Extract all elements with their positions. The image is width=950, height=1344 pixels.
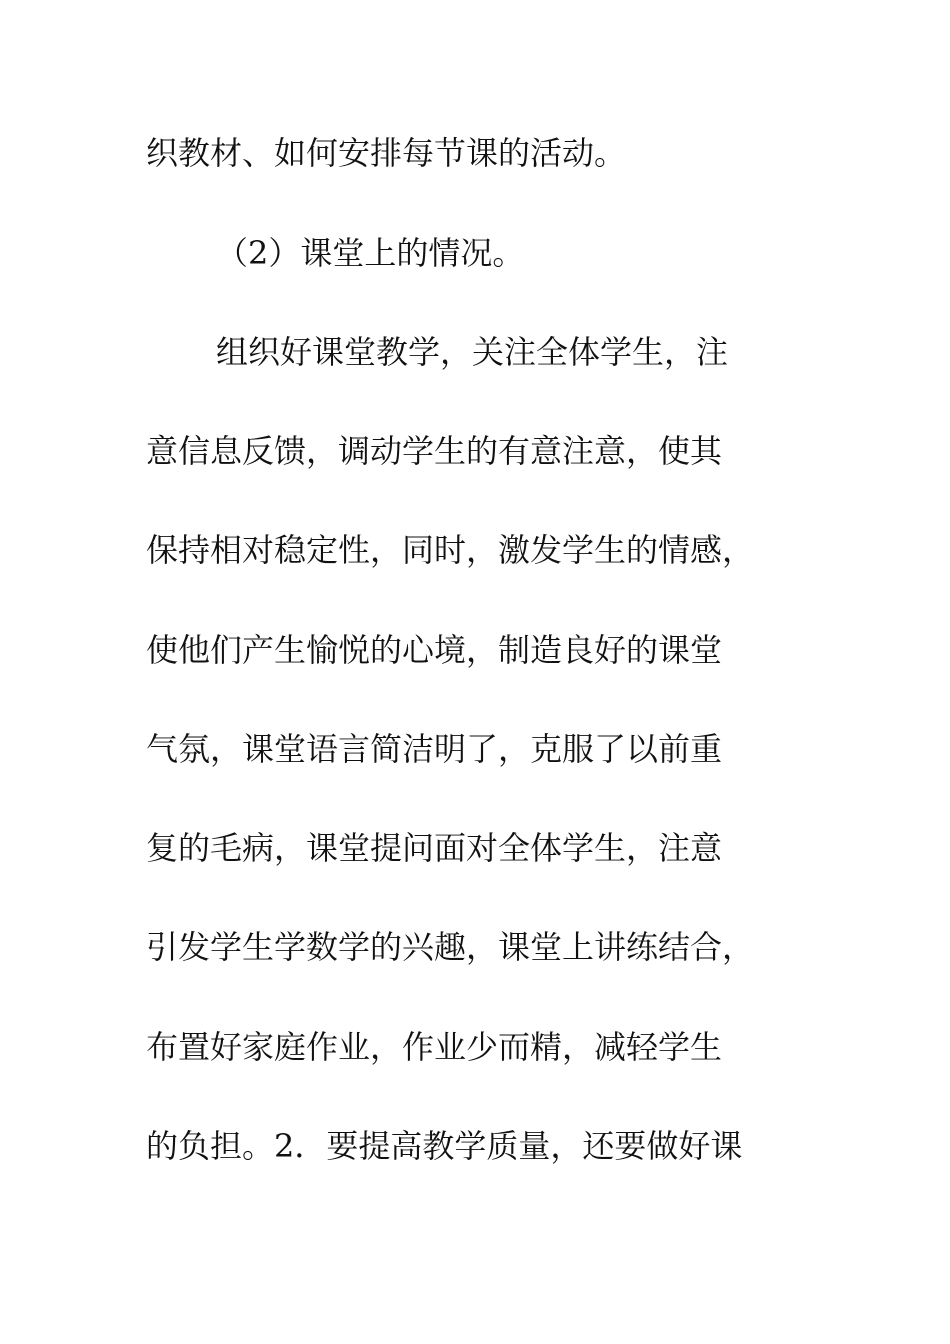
text-line-2: （2）课堂上的情况。: [216, 234, 525, 272]
text-line-9: 引发学生学数学的兴趣，课堂上讲练结合，: [146, 928, 755, 966]
text-line-6: 使他们产生愉悦的心境，制造良好的课堂: [146, 631, 723, 669]
text-line-10: 布置好家庭作业，作业少而精，减轻学生: [146, 1028, 723, 1066]
text-line-1: 织教材、如何安排每节课的活动。: [146, 134, 627, 172]
text-line-4: 意信息反馈，调动学生的有意注意，使其: [146, 432, 723, 470]
text-line-7: 气氛，课堂语言简洁明了，克服了以前重: [146, 730, 723, 768]
text-line-5: 保持相对稳定性，同时，激发学生的情感，: [146, 531, 755, 569]
text-line-11: 的负担。2．要提高教学质量，还要做好课: [146, 1127, 743, 1165]
text-line-3: 组织好课堂教学，关注全体学生，注: [216, 333, 729, 371]
text-line-8: 复的毛病，课堂提问面对全体学生，注意: [146, 829, 723, 867]
